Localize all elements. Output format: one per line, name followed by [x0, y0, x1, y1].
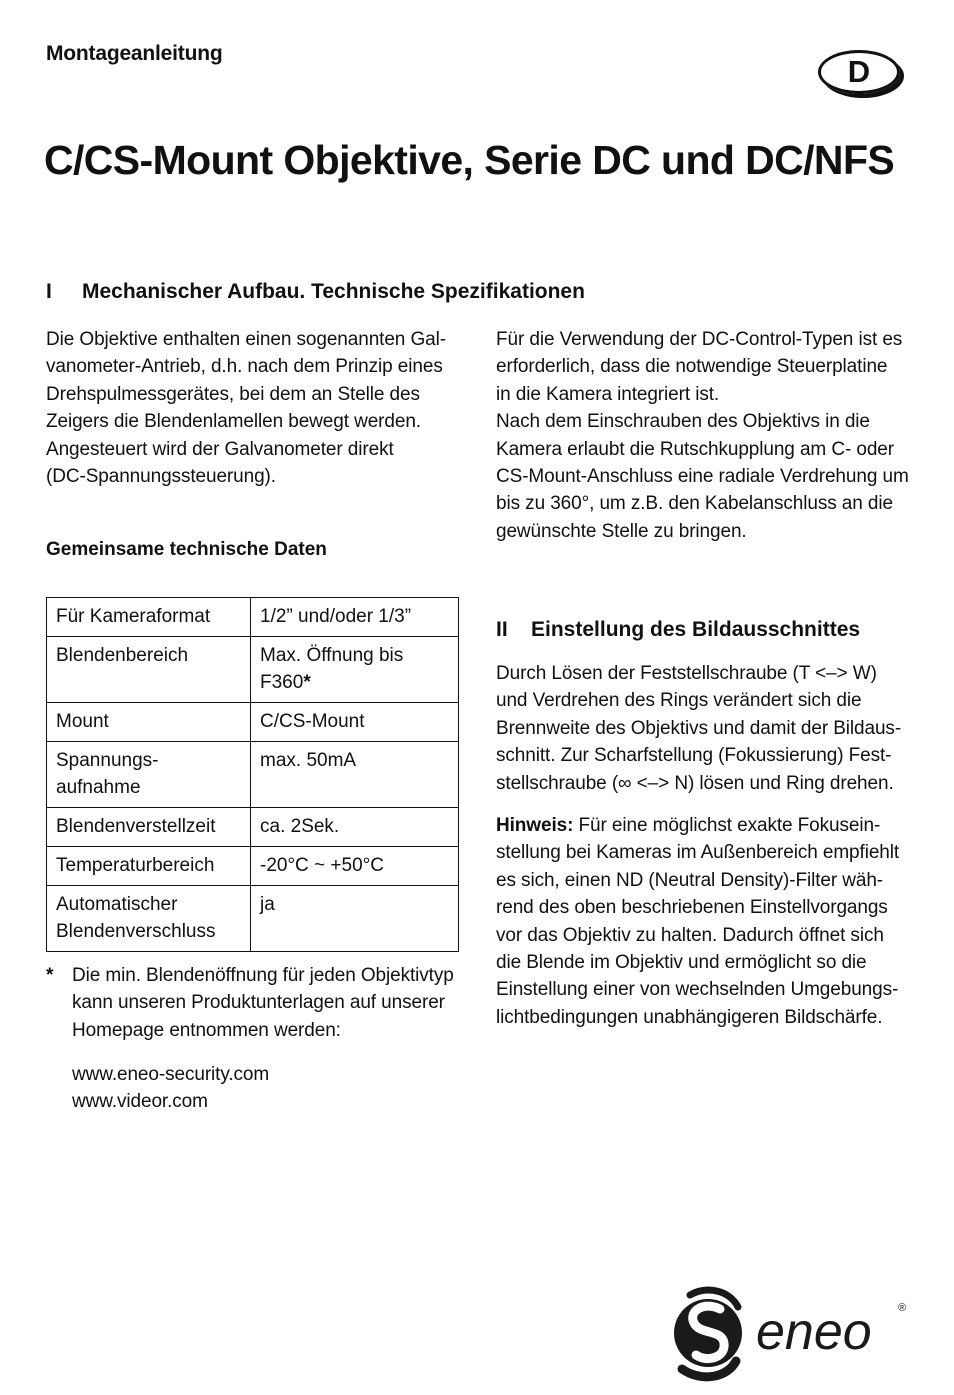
text-line: Die min. Blendenöffnung für jeden Objektivtyp	[72, 965, 454, 986]
section-2-number: II	[496, 618, 508, 641]
spec-value: max. 50mA	[251, 742, 459, 808]
section-2-heading	[496, 618, 860, 642]
table-row	[47, 808, 459, 847]
text-line: Die Objektive enthalten einen sogenannten Gal-	[46, 329, 446, 350]
document-kicker: Montageanleitung	[46, 42, 223, 65]
eneo-logo-mark	[674, 1285, 914, 1385]
text-line: schnitt. Zur Scharfstellung (Fokussierung) Fest-	[496, 745, 892, 767]
section-2-paragraph	[496, 660, 926, 797]
text-line: kann unseren Produktunterlagen auf unserer	[72, 992, 445, 1014]
spec-value: 1/2” und/oder 1/3”	[251, 598, 459, 637]
spec-key: Für Kameraformat	[47, 598, 251, 637]
text-line: es sich, einen ND (Neutral Density)-Filter wäh-	[496, 869, 884, 891]
text-line: Brennweite des Objektivs und damit der Bildaus-	[496, 717, 902, 739]
footnote-links	[72, 1061, 269, 1116]
text-line: erforderlich, dass die notwendige Steuerplatine	[496, 356, 888, 378]
text-line: stellung bei Kameras im Außenbereich empfiehlt	[496, 842, 900, 864]
section-1-right-paragraph	[496, 326, 926, 545]
text-line: stellschraube (∞ <–> N) lösen und Ring drehen.	[496, 772, 894, 794]
text-line: Kamera erlaubt die Rutschkupplung am C- oder	[496, 438, 894, 460]
table-row	[47, 637, 459, 703]
text-line: Für die Verwendung der DC-Control-Typen ist es	[496, 329, 903, 350]
text-line: Angesteuert wird der Galvanometer direkt	[46, 438, 394, 460]
text-line: gewünschte Stelle zu bringen.	[496, 520, 747, 542]
table-row	[47, 703, 459, 742]
spec-key: Temperaturbereich	[47, 847, 251, 886]
text-line: Nach dem Einschrauben des Objektivs in die	[496, 411, 870, 433]
eneo-logo	[674, 1285, 914, 1385]
text-line: vor das Objektiv zu halten. Dadurch öffnet sich	[496, 924, 884, 946]
text-line: die Blende im Objektiv und ermöglicht so die	[496, 952, 867, 974]
spec-key: Automatischer Blendenverschluss	[47, 886, 251, 952]
section-1-title: Mechanischer Aufbau. Technische Spezifikationen	[82, 280, 585, 303]
language-badge: D	[818, 50, 900, 94]
text-line: und Verdrehen des Rings verändert sich die	[496, 690, 862, 712]
table-row	[47, 742, 459, 808]
page-title: C/CS-Mount Objektive, Serie DC und DC/NFS	[44, 137, 895, 183]
note-label: Hinweis:	[496, 815, 574, 836]
section-1-left-paragraph	[46, 326, 466, 490]
table-row	[47, 886, 459, 952]
text-line: lichtbedingungen unabhängigeren Bildschärfe.	[496, 1006, 883, 1028]
spec-value: C/CS-Mount	[251, 703, 459, 742]
text-line: Durch Lösen der Feststellschraube (T <–> W)	[496, 663, 877, 684]
specs-table	[46, 597, 459, 952]
text-line: Für eine möglichst exakte Fokusein-	[573, 815, 881, 836]
text-line: (DC-Spannungssteuerung).	[46, 466, 276, 488]
registered-mark: ®	[898, 1302, 907, 1314]
text-line: CS-Mount-Anschluss eine radiale Verdrehung um	[496, 466, 909, 488]
spec-value: ca. 2Sek.	[251, 808, 459, 847]
section-2-title: Einstellung des Bildausschnittes	[531, 618, 861, 641]
footnote-marker: *	[46, 965, 54, 986]
table-row	[47, 847, 459, 886]
text-line: rend des oben beschriebenen Einstellvorgangs	[496, 897, 888, 919]
footnote	[46, 962, 466, 1044]
text-line: Homepage entnommen werden:	[72, 1019, 341, 1041]
spec-value: Max. Öffnung bis F360*	[251, 637, 459, 703]
table-row	[47, 598, 459, 637]
section-1-number: I	[46, 280, 52, 303]
text-line: Zeigers die Blendenlamellen bewegt werden.	[46, 411, 421, 433]
section-2-note	[496, 812, 926, 1031]
logo-wordmark: eneo	[756, 1303, 872, 1361]
spec-key: Spannungs- aufnahme	[47, 742, 251, 808]
link-videor[interactable]: www.videor.com	[72, 1091, 208, 1113]
link-eneo[interactable]: www.eneo-security.com	[72, 1064, 270, 1085]
text-line: vanometer-Antrieb, d.h. nach dem Prinzip eines	[46, 356, 443, 378]
section-1-heading	[46, 280, 585, 304]
footnote-marker: *	[303, 672, 311, 693]
spec-key: Mount	[47, 703, 251, 742]
text-line: Drehspulmessgerätes, bei dem an Stelle des	[46, 383, 420, 405]
spec-key: Blendenverstellzeit	[47, 808, 251, 847]
spec-value: -20°C ~ +50°C	[251, 847, 459, 886]
text-line: in die Kamera integriert ist.	[496, 383, 720, 405]
spec-value: ja	[251, 886, 459, 952]
specs-heading: Gemeinsame technische Daten	[46, 539, 327, 560]
text-line: bis zu 360°, um z.B. den Kabelanschluss an die	[496, 493, 893, 515]
text-line: Einstellung einer von wechselnden Umgebungs-	[496, 979, 899, 1001]
spec-key: Blendenbereich	[47, 637, 251, 703]
